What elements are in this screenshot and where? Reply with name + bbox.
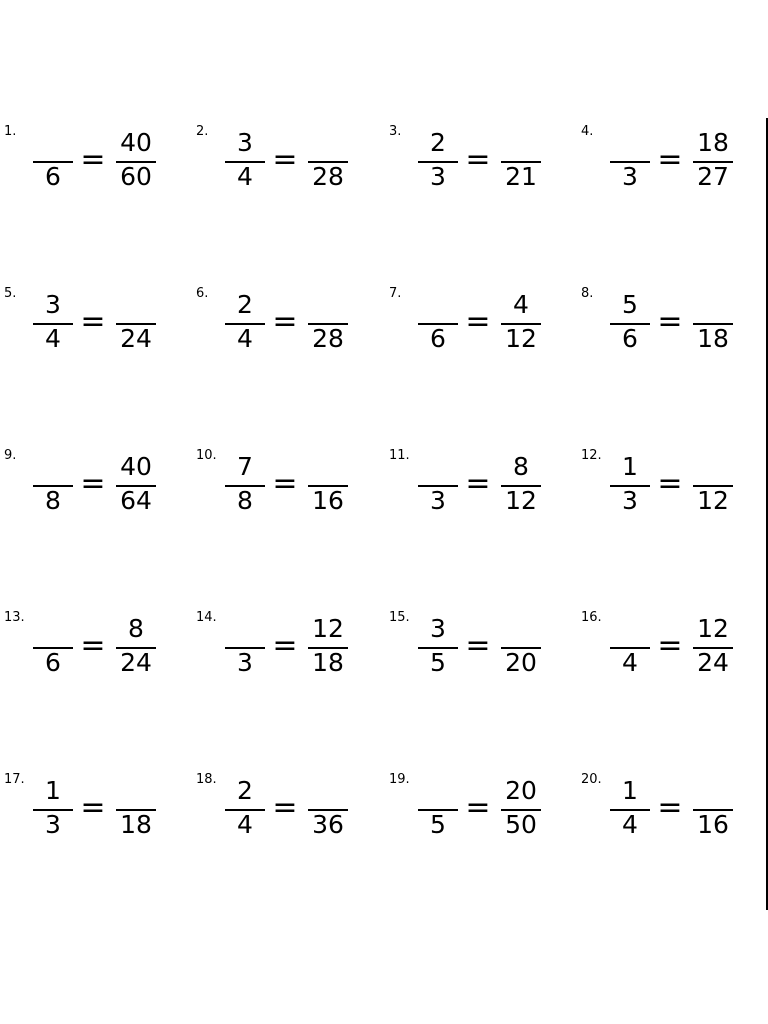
left-denominator: 3 xyxy=(45,810,61,839)
problem-number: 13. xyxy=(4,610,25,625)
left-denominator: 6 xyxy=(45,648,61,677)
left-fraction xyxy=(608,286,652,376)
problem xyxy=(196,772,386,862)
right-fraction xyxy=(499,448,543,538)
problem xyxy=(4,772,194,862)
equals-sign: = xyxy=(80,142,106,177)
equals-sign: = xyxy=(272,628,298,663)
left-fraction xyxy=(608,448,652,538)
left-denominator: 6 xyxy=(430,324,446,353)
right-fraction xyxy=(114,610,158,700)
left-denominator: 4 xyxy=(237,162,253,191)
equals-sign: = xyxy=(272,466,298,501)
problem-number: 6. xyxy=(196,286,209,301)
left-denominator: 3 xyxy=(622,162,638,191)
left-fraction xyxy=(416,610,460,700)
right-denominator: 28 xyxy=(312,162,344,191)
equals-sign: = xyxy=(465,628,491,663)
right-fraction xyxy=(306,772,350,862)
left-numerator: 3 xyxy=(45,290,61,319)
problem xyxy=(389,286,579,376)
left-fraction xyxy=(223,124,267,214)
left-denominator: 4 xyxy=(237,810,253,839)
problem-number: 18. xyxy=(196,772,217,787)
left-denominator: 3 xyxy=(622,486,638,515)
equals-sign: = xyxy=(657,466,683,501)
right-denominator: 64 xyxy=(120,486,152,515)
right-fraction xyxy=(499,772,543,862)
problem xyxy=(4,448,194,538)
left-fraction xyxy=(31,286,75,376)
equals-sign: = xyxy=(465,142,491,177)
left-numerator: 3 xyxy=(237,128,253,157)
left-denominator: 3 xyxy=(237,648,253,677)
problem-number: 2. xyxy=(196,124,209,139)
problem xyxy=(4,124,194,214)
right-denominator: 24 xyxy=(120,648,152,677)
left-fraction xyxy=(416,124,460,214)
problem xyxy=(196,286,386,376)
right-fraction xyxy=(114,286,158,376)
left-fraction xyxy=(223,286,267,376)
right-fraction xyxy=(114,772,158,862)
problem-number: 20. xyxy=(581,772,602,787)
right-denominator: 21 xyxy=(505,162,537,191)
left-fraction xyxy=(223,610,267,700)
problem xyxy=(581,286,768,376)
equals-sign: = xyxy=(657,304,683,339)
right-numerator: 12 xyxy=(312,614,344,643)
right-fraction xyxy=(114,448,158,538)
right-denominator: 20 xyxy=(505,648,537,677)
right-denominator: 16 xyxy=(312,486,344,515)
left-denominator: 6 xyxy=(622,324,638,353)
problem-number: 14. xyxy=(196,610,217,625)
left-fraction xyxy=(608,124,652,214)
problem xyxy=(581,448,768,538)
left-denominator: 3 xyxy=(430,486,446,515)
problem xyxy=(196,124,386,214)
problem-number: 1. xyxy=(4,124,17,139)
equals-sign: = xyxy=(80,628,106,663)
right-fraction xyxy=(691,610,735,700)
right-denominator: 12 xyxy=(505,486,537,515)
right-denominator: 28 xyxy=(312,324,344,353)
right-fraction xyxy=(306,448,350,538)
problem-number: 3. xyxy=(389,124,402,139)
problem-number: 19. xyxy=(389,772,410,787)
equals-sign: = xyxy=(465,790,491,825)
right-fraction xyxy=(306,610,350,700)
right-numerator: 20 xyxy=(505,776,537,805)
left-denominator: 4 xyxy=(622,810,638,839)
equals-sign: = xyxy=(80,790,106,825)
left-numerator: 2 xyxy=(430,128,446,157)
right-denominator: 12 xyxy=(505,324,537,353)
right-denominator: 27 xyxy=(697,162,729,191)
left-fraction xyxy=(31,448,75,538)
equals-sign: = xyxy=(465,466,491,501)
left-numerator: 2 xyxy=(237,290,253,319)
problem xyxy=(389,772,579,862)
problem-number: 5. xyxy=(4,286,17,301)
right-denominator: 24 xyxy=(697,648,729,677)
problem-number: 4. xyxy=(581,124,594,139)
left-numerator: 3 xyxy=(430,614,446,643)
problem-number: 9. xyxy=(4,448,17,463)
left-numerator: 1 xyxy=(622,776,638,805)
right-fraction xyxy=(306,286,350,376)
left-fraction xyxy=(31,772,75,862)
left-denominator: 8 xyxy=(237,486,253,515)
right-numerator: 40 xyxy=(120,452,152,481)
right-denominator: 24 xyxy=(120,324,152,353)
left-denominator: 6 xyxy=(45,162,61,191)
right-fraction xyxy=(114,124,158,214)
left-numerator: 5 xyxy=(622,290,638,319)
right-denominator: 12 xyxy=(697,486,729,515)
equals-sign: = xyxy=(272,304,298,339)
right-denominator: 60 xyxy=(120,162,152,191)
left-numerator: 1 xyxy=(45,776,61,805)
problem-number: 15. xyxy=(389,610,410,625)
problem-number: 10. xyxy=(196,448,217,463)
right-denominator: 16 xyxy=(697,810,729,839)
left-numerator: 2 xyxy=(237,776,253,805)
problem xyxy=(389,610,579,700)
left-denominator: 4 xyxy=(237,324,253,353)
right-fraction xyxy=(691,124,735,214)
problem-number: 7. xyxy=(389,286,402,301)
equals-sign: = xyxy=(272,142,298,177)
equals-sign: = xyxy=(657,790,683,825)
equals-sign: = xyxy=(657,142,683,177)
right-denominator: 18 xyxy=(120,810,152,839)
right-numerator: 40 xyxy=(120,128,152,157)
problem-number: 11. xyxy=(389,448,410,463)
equals-sign: = xyxy=(272,790,298,825)
right-fraction xyxy=(499,124,543,214)
problem xyxy=(581,772,768,862)
equals-sign: = xyxy=(465,304,491,339)
problem xyxy=(389,448,579,538)
right-fraction xyxy=(691,286,735,376)
right-fraction xyxy=(499,286,543,376)
right-fraction xyxy=(499,610,543,700)
left-fraction xyxy=(416,286,460,376)
problem xyxy=(581,124,768,214)
left-denominator: 8 xyxy=(45,486,61,515)
problem xyxy=(581,610,768,700)
right-numerator: 18 xyxy=(697,128,729,157)
left-fraction xyxy=(416,448,460,538)
left-denominator: 3 xyxy=(430,162,446,191)
left-fraction xyxy=(608,772,652,862)
equals-sign: = xyxy=(80,304,106,339)
right-numerator: 8 xyxy=(513,452,529,481)
left-numerator: 7 xyxy=(237,452,253,481)
problem-number: 8. xyxy=(581,286,594,301)
right-fraction xyxy=(306,124,350,214)
right-numerator: 4 xyxy=(513,290,529,319)
right-denominator: 50 xyxy=(505,810,537,839)
right-denominator: 36 xyxy=(312,810,344,839)
right-fraction xyxy=(691,772,735,862)
problem-number: 16. xyxy=(581,610,602,625)
right-denominator: 18 xyxy=(312,648,344,677)
left-numerator: 1 xyxy=(622,452,638,481)
right-denominator: 18 xyxy=(697,324,729,353)
problem-number: 17. xyxy=(4,772,25,787)
problem xyxy=(196,448,386,538)
left-denominator: 4 xyxy=(622,648,638,677)
left-fraction xyxy=(31,610,75,700)
left-fraction xyxy=(31,124,75,214)
left-denominator: 5 xyxy=(430,810,446,839)
left-fraction xyxy=(223,448,267,538)
left-fraction xyxy=(416,772,460,862)
left-fraction xyxy=(608,610,652,700)
right-numerator: 8 xyxy=(128,614,144,643)
problem xyxy=(389,124,579,214)
left-fraction xyxy=(223,772,267,862)
problem xyxy=(196,610,386,700)
equals-sign: = xyxy=(657,628,683,663)
left-denominator: 5 xyxy=(430,648,446,677)
right-numerator: 12 xyxy=(697,614,729,643)
problem-number: 12. xyxy=(581,448,602,463)
equals-sign: = xyxy=(80,466,106,501)
right-fraction xyxy=(691,448,735,538)
left-denominator: 4 xyxy=(45,324,61,353)
problem xyxy=(4,610,194,700)
problem xyxy=(4,286,194,376)
